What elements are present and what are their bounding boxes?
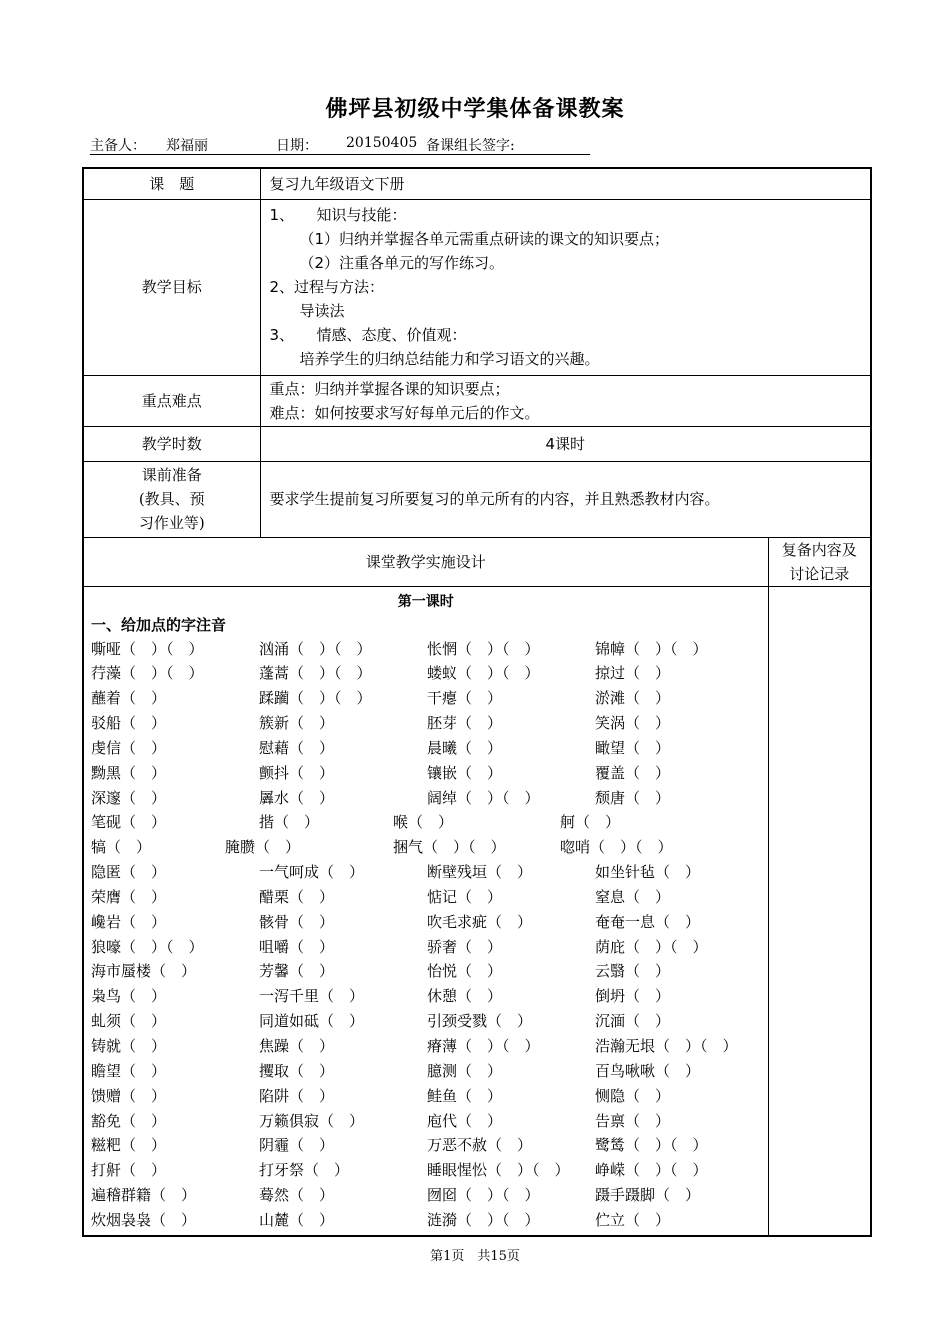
word-item: 巉岩（ ） bbox=[91, 912, 167, 931]
word-item: 奄奄一息（ ） bbox=[595, 912, 701, 931]
key-line: 重点：归纳并掌握各课的知识要点； bbox=[269, 379, 510, 398]
key-label: 重点难点 bbox=[83, 375, 260, 426]
word-item: 隐匿（ ） bbox=[91, 863, 167, 882]
word-item: 镶嵌（ ） bbox=[427, 763, 503, 782]
lesson-title: 第一课时 bbox=[397, 593, 454, 610]
word-item: 覆盖（ ） bbox=[595, 763, 671, 782]
word-item: 深邃（ ） bbox=[91, 788, 167, 807]
word-item: 笔砚（ ） bbox=[91, 813, 167, 832]
word-row bbox=[84, 984, 768, 1009]
word-item: 狼嚎（ ）（ ） bbox=[91, 937, 204, 956]
hours-value: 4课时 bbox=[260, 426, 871, 461]
word-item: 如坐针毡（ ） bbox=[595, 863, 701, 882]
design-content bbox=[83, 586, 768, 1236]
notes-label-line: 讨论记录 bbox=[789, 564, 850, 583]
word-item: 攫取（ ） bbox=[259, 1061, 335, 1080]
word-grid bbox=[84, 637, 768, 1233]
design-label: 课堂教学实施设计 bbox=[83, 537, 768, 586]
goal-line: 1、 知识与技能： bbox=[269, 206, 407, 224]
prep-label-line: 习作业等) bbox=[138, 514, 205, 532]
page-footer: 第1页 共15页 bbox=[430, 1249, 520, 1264]
word-row bbox=[84, 1059, 768, 1084]
word-row bbox=[84, 1009, 768, 1034]
word-item: 醋栗（ ） bbox=[259, 887, 335, 906]
word-item: 蓬蒿（ ）（ ） bbox=[259, 664, 372, 683]
goal-line: （2）注重各单元的写作练习。 bbox=[299, 254, 505, 272]
word-item: 蹂躏（ ）（ ） bbox=[259, 689, 372, 708]
word-item: 荇藻（ ）（ ） bbox=[91, 664, 204, 683]
word-item: 喉（ ） bbox=[393, 813, 454, 832]
word-item: 打鼾（ ） bbox=[91, 1161, 167, 1180]
word-item: 干瘪（ ） bbox=[427, 689, 503, 708]
date-label: 日期： bbox=[276, 138, 318, 154]
word-item: 颓唐（ ） bbox=[595, 788, 671, 807]
word-row bbox=[84, 1109, 768, 1134]
word-item: 万籁俱寂（ ） bbox=[259, 1111, 365, 1130]
word-item: 休憩（ ） bbox=[427, 987, 503, 1006]
word-item: 驳船（ ） bbox=[91, 714, 167, 733]
prep-label-line: (教具、预 bbox=[138, 490, 205, 508]
word-item: 唿哨（ ）（ ） bbox=[560, 838, 673, 857]
notes-label-line: 复备内容及 bbox=[781, 540, 857, 559]
notes-content bbox=[768, 586, 871, 1236]
word-item: 晨曦（ ） bbox=[427, 738, 503, 757]
word-item: 焦躁（ ） bbox=[259, 1037, 335, 1055]
word-item: 海市蜃楼（ ） bbox=[91, 962, 197, 981]
word-item: 掠过（ ） bbox=[595, 664, 671, 683]
word-item: 腌臜（ ） bbox=[225, 838, 301, 857]
word-row bbox=[84, 860, 768, 885]
word-item: 簇新（ ） bbox=[259, 714, 335, 733]
goal-line: 培养学生的归纳总结能力和学习语文的兴趣。 bbox=[299, 350, 600, 368]
goal-line: 导读法 bbox=[299, 302, 345, 320]
word-item: 笑涡（ ） bbox=[595, 714, 671, 733]
word-item: 吹毛求疵（ ） bbox=[427, 912, 533, 931]
word-item: 云翳（ ） bbox=[595, 962, 671, 981]
word-item: 睡眼惺忪（ ）（ ） bbox=[427, 1161, 570, 1180]
sign-label: 备课组长签字: bbox=[426, 138, 515, 154]
word-row bbox=[84, 637, 768, 662]
word-item: 阔绰（ ）（ ） bbox=[427, 788, 540, 807]
goal-line: 3、 情感、态度、价值观： bbox=[269, 326, 467, 344]
word-item: 蘸着（ ） bbox=[91, 689, 167, 708]
word-item: 炊烟袅袅（ ） bbox=[91, 1210, 197, 1229]
prep-label bbox=[83, 461, 260, 537]
word-item: 浩瀚无垠（ ）（ ） bbox=[595, 1037, 738, 1055]
goals-content bbox=[260, 199, 871, 375]
word-item: 羼水（ ） bbox=[259, 788, 335, 807]
word-item: 瘠薄（ ）（ ） bbox=[427, 1037, 540, 1055]
word-item: 颤抖（ ） bbox=[259, 763, 335, 782]
word-item: 鹭鸶（ ）（ ） bbox=[595, 1136, 708, 1155]
word-row bbox=[84, 1158, 768, 1183]
topic-label: 课 题 bbox=[83, 168, 260, 199]
preparer-label: 主备人： bbox=[90, 138, 146, 154]
word-item: 一泻千里（ ） bbox=[259, 987, 365, 1006]
word-item: 芳馨（ ） bbox=[259, 962, 335, 981]
word-item: 荣膺（ ） bbox=[91, 887, 167, 906]
word-row bbox=[84, 786, 768, 811]
word-item: 告禀（ ） bbox=[595, 1111, 671, 1130]
word-item: 汹涌（ ）（ ） bbox=[259, 639, 372, 658]
word-item: 鲑鱼（ ） bbox=[427, 1086, 503, 1105]
word-item: 慰藉（ ） bbox=[259, 738, 335, 757]
date-value: 20150405 bbox=[346, 135, 418, 151]
word-row bbox=[84, 711, 768, 736]
word-item: 蓦然（ ） bbox=[259, 1186, 335, 1205]
word-row bbox=[84, 810, 768, 835]
word-item: 引颈受戮（ ） bbox=[427, 1012, 533, 1031]
word-item: 百鸟啾啾（ ） bbox=[595, 1061, 701, 1080]
notes-label bbox=[768, 537, 871, 586]
word-item: 咀嚼（ ） bbox=[259, 937, 335, 956]
word-item: 蝼蚁（ ）（ ） bbox=[427, 664, 540, 683]
word-item: 胚芽（ ） bbox=[427, 714, 503, 733]
lesson-plan-table bbox=[82, 167, 872, 1237]
word-item: 窒息（ ） bbox=[595, 887, 671, 906]
page-title: 佛坪县初级中学集体备课教案 bbox=[325, 97, 625, 122]
word-item: 瞰望（ ） bbox=[595, 738, 671, 757]
word-item: 荫庇（ ）（ ） bbox=[595, 937, 708, 956]
word-item: 臆测（ ） bbox=[427, 1061, 503, 1080]
goal-line: 2、过程与方法： bbox=[269, 278, 385, 296]
word-item: 骄奢（ ） bbox=[427, 937, 503, 956]
word-item: 伫立（ ） bbox=[595, 1210, 671, 1229]
section-title: 一、给加点的字注音 bbox=[91, 615, 227, 634]
word-item: 蹑手蹑脚（ ） bbox=[595, 1186, 701, 1205]
word-item: 馈赠（ ） bbox=[91, 1086, 167, 1105]
word-item: 倒坍（ ） bbox=[595, 987, 671, 1006]
key-line: 难点：如何按要求写好每单元后的作文。 bbox=[269, 403, 540, 422]
word-item: 同道如砥（ ） bbox=[259, 1012, 365, 1031]
word-row bbox=[84, 885, 768, 910]
word-item: 枭鸟（ ） bbox=[91, 987, 167, 1006]
word-row bbox=[84, 1208, 768, 1233]
prep-content: 要求学生提前复习所要复习的单元所有的内容，并且熟悉教材内容。 bbox=[260, 461, 871, 537]
word-item: 怡悦（ ） bbox=[427, 962, 503, 981]
word-item: 捆气（ ）（ ） bbox=[393, 838, 506, 857]
word-row bbox=[84, 661, 768, 686]
key-content bbox=[260, 375, 871, 426]
word-item: 犒（ ） bbox=[91, 838, 152, 857]
word-item: 豁免（ ） bbox=[91, 1111, 167, 1130]
word-item: 铸就（ ） bbox=[91, 1037, 167, 1055]
word-item: 舸（ ） bbox=[560, 813, 621, 832]
word-item: 淤滩（ ） bbox=[595, 689, 671, 708]
word-item: 一气呵成（ ） bbox=[259, 863, 365, 882]
word-item: 囫囵（ ）（ ） bbox=[427, 1186, 540, 1205]
word-item: 山麓（ ） bbox=[259, 1210, 335, 1229]
word-item: 惦记（ ） bbox=[427, 887, 503, 906]
word-item: 庖代（ ） bbox=[427, 1111, 503, 1130]
hours-label: 教学时数 bbox=[83, 426, 260, 461]
preparer-name: 郑福丽 bbox=[166, 138, 208, 154]
meta-line bbox=[90, 134, 590, 155]
word-row bbox=[84, 935, 768, 960]
prep-label-line: 课前准备 bbox=[141, 466, 202, 484]
word-row bbox=[84, 1133, 768, 1158]
word-item: 黝黑（ ） bbox=[91, 763, 167, 782]
goal-line: （1）归纳并掌握各单元需重点研读的课文的知识要点； bbox=[299, 230, 670, 248]
word-row bbox=[84, 686, 768, 711]
word-item: 遍稽群籍（ ） bbox=[91, 1186, 197, 1205]
word-row bbox=[84, 736, 768, 761]
word-item: 峥嵘（ ）（ ） bbox=[595, 1161, 708, 1180]
word-item: 虔信（ ） bbox=[91, 738, 167, 757]
word-item: 怅惘（ ）（ ） bbox=[427, 639, 540, 658]
word-row bbox=[84, 959, 768, 984]
word-item: 揩（ ） bbox=[259, 813, 320, 832]
word-item: 嘶哑（ ）（ ） bbox=[91, 639, 204, 658]
word-item: 瞻望（ ） bbox=[91, 1061, 167, 1080]
word-row bbox=[84, 1034, 768, 1059]
goals-label: 教学目标 bbox=[83, 199, 260, 375]
word-item: 糍粑（ ） bbox=[91, 1136, 167, 1155]
word-item: 万恶不赦（ ） bbox=[427, 1136, 533, 1155]
word-item: 断壁残垣（ ） bbox=[427, 863, 533, 882]
word-item: 打牙祭（ ） bbox=[259, 1161, 350, 1180]
word-row bbox=[84, 835, 768, 860]
word-item: 虬须（ ） bbox=[91, 1012, 167, 1031]
word-item: 沉湎（ ） bbox=[595, 1012, 671, 1031]
word-item: 陷阱（ ） bbox=[259, 1086, 335, 1105]
word-row bbox=[84, 910, 768, 935]
word-item: 锦幛（ ）（ ） bbox=[595, 639, 708, 658]
word-row bbox=[84, 1084, 768, 1109]
word-item: 恻隐（ ） bbox=[595, 1086, 671, 1105]
word-item: 骸骨（ ） bbox=[259, 912, 335, 931]
word-row bbox=[84, 761, 768, 786]
topic-value: 复习九年级语文下册 bbox=[260, 168, 871, 199]
word-item: 涟漪（ ）（ ） bbox=[427, 1210, 540, 1229]
word-item: 阴霾（ ） bbox=[259, 1136, 335, 1155]
word-row bbox=[84, 1183, 768, 1208]
